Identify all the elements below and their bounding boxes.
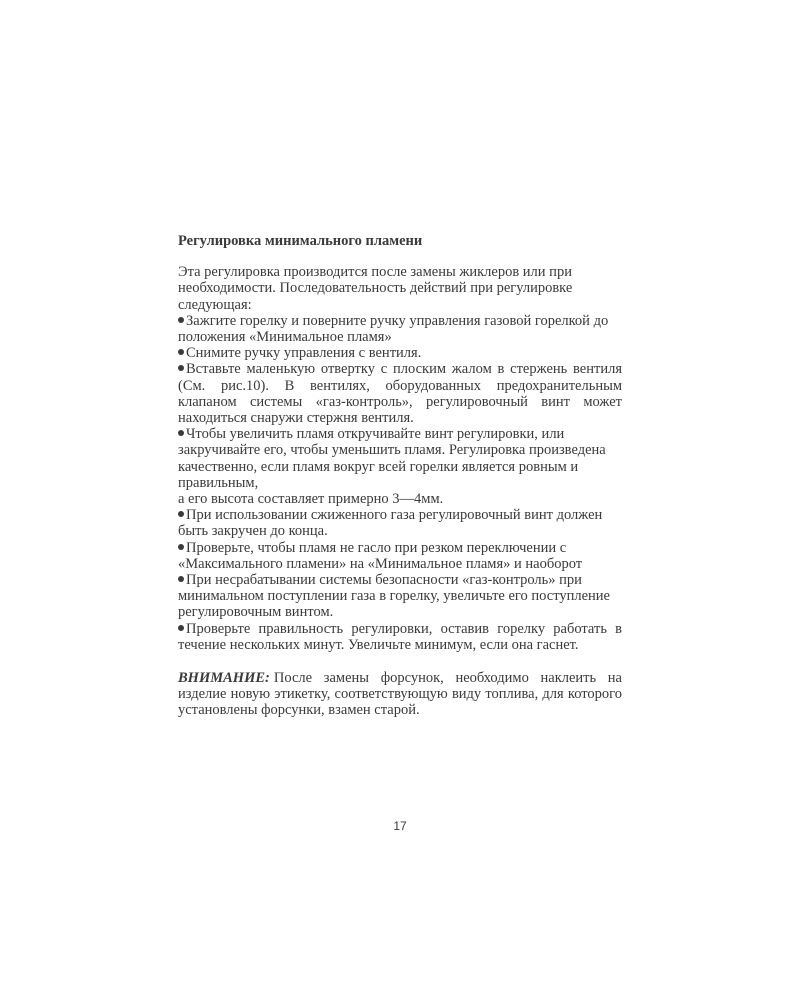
flame-height-line: а его высота составляет примерно 3—4мм. (178, 491, 444, 508)
list-item (178, 361, 622, 426)
list-item-text: Вставьте маленькую отвертку с плоским жалом в стержень вентиля (См. рис.10). В вентилях, оборудованных предохранительным клапаном системы «газ-контроль», регулировочный винт может находиться снаружи стержня вентиля. (178, 361, 622, 427)
list-item (178, 507, 622, 539)
list-item (178, 345, 622, 361)
list-item (178, 313, 622, 345)
bullet-icon (178, 576, 184, 582)
section-heading: Регулировка минимального пламени (178, 233, 423, 249)
list-item-text: Снимите ручку управления с вентиля. (186, 345, 422, 362)
list-item (178, 621, 622, 653)
list-item-text: При использовании сжиженного газа регулировочный винт должен быть закручен до конца. (178, 507, 603, 540)
warning-paragraph (178, 670, 622, 719)
bullet-icon (178, 365, 184, 371)
bullet-icon (178, 430, 184, 436)
list-item-text: Проверьте правильность регулировки, оставив горелку работать в течение нескольких минут. Увеличьте минимум, если она гаснет. (178, 620, 622, 653)
page-content (178, 233, 622, 719)
list-item-text: При несрабатывании системы безопасности «газ-контроль» при минимальном поступлении газа в горелку, увеличьте его поступление регулировочным винтом. (178, 572, 610, 621)
list-item-text: Зажгите горелку и поверните ручку управления газовой горелкой до положения «Минимальное пламя» (178, 312, 609, 346)
bullet-icon (178, 511, 184, 517)
list-item (178, 572, 622, 621)
list-item (178, 540, 622, 572)
bullet-icon (178, 625, 184, 631)
list-item (178, 426, 622, 507)
page-number: 17 (393, 819, 407, 833)
bullet-icon (178, 349, 184, 355)
list-item-text: Чтобы увеличить пламя откручивайте винт регулировки, или закручивайте его, чтобы уменьшить пламя. Регулировка произведена качественно, если пламя вокруг всей горелки является ровным и правильным, (178, 426, 606, 491)
bullet-icon (178, 317, 184, 323)
intro-paragraph: Эта регулировка производится после замены жиклеров или при необходимости. Последовательность действий при регулировке следующая: (178, 264, 573, 313)
warning-label: ВНИМАНИЕ: (178, 670, 270, 687)
list-item-text: Проверьте, чтобы пламя не гасло при резком переключении с «Максимального пламени» на «Минимальное пламя» и наоборот (178, 539, 583, 572)
warning-text: После замены форсунок, необходимо наклеить на изделие новую этикетку, соответствующую виду топлива, для которого установлены форсунки, взамен старой. (178, 670, 622, 719)
bullet-icon (178, 544, 184, 550)
